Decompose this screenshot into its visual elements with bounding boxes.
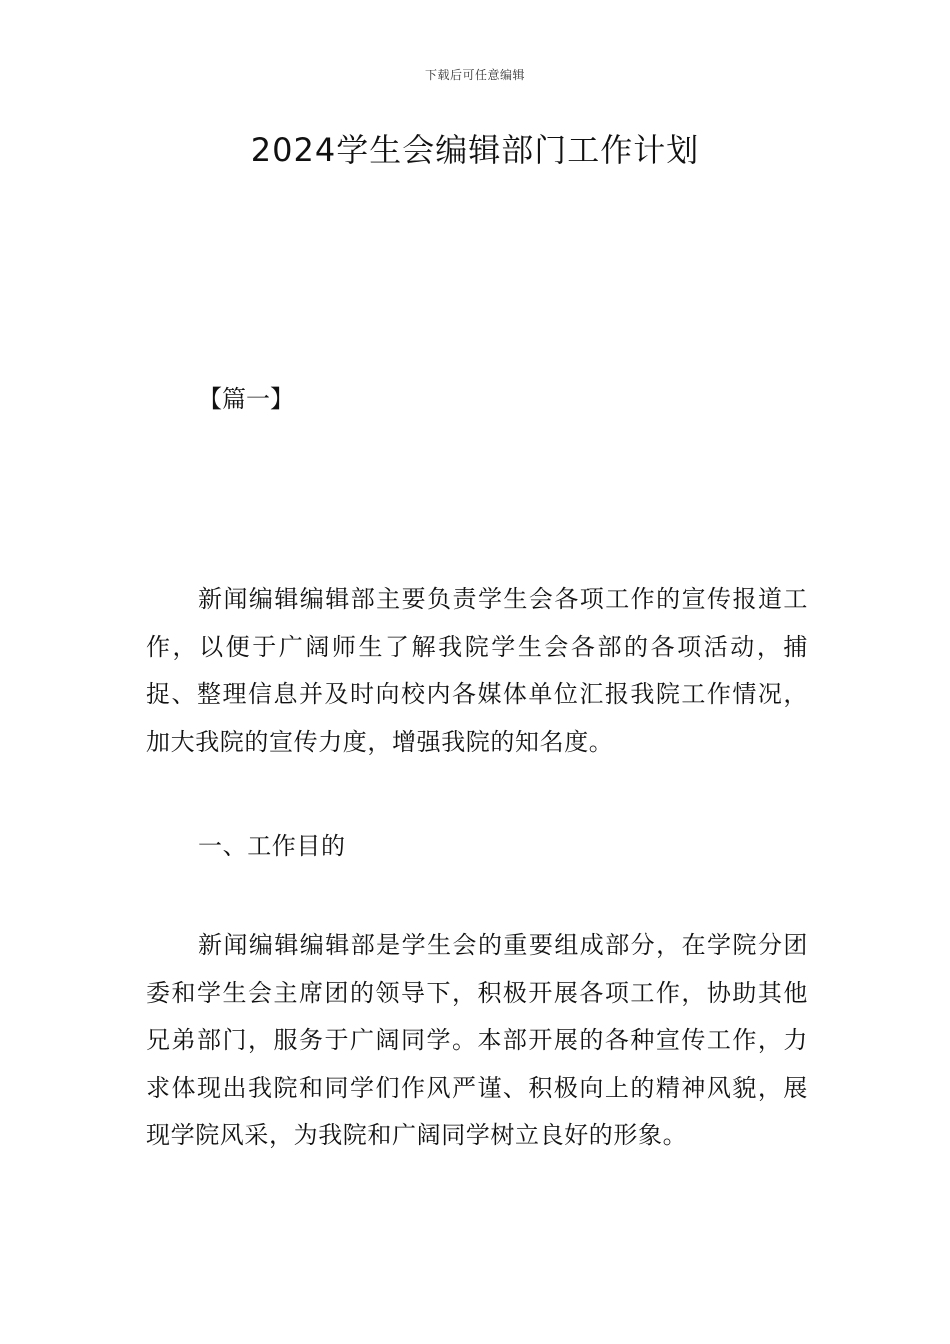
paragraph-work-purpose: 新闻编辑编辑部是学生会的重要组成部分，在学院分团委和学生会主席团的领导下，积极开展各项工作，协助其他兄弟部门，服务于广阔同学。本部开展的各种宣传工作，力求体现出我院和同学们作风严谨、积极向上的精神风貌，展现学院风采，为我院和广阔同学树立良好的形象。 [146,931,808,1149]
header-note: 下载后可任意编辑 [424,68,525,82]
section-heading-work-purpose: 一、工作目的 [198,832,346,860]
document-title: 2024学生会编辑部门工作计划 [250,131,700,169]
section-label: 【篇一】 [198,385,294,413]
paragraph-intro: 新闻编辑编辑部主要负责学生会各项工作的宣传报道工作，以便于广阔师生了解我院学生会各部的各项活动，捕捉、整理信息并及时向校内各媒体单位汇报我院工作情况，加大我院的宣传力度，增强我院的知名度。 [146,585,808,756]
